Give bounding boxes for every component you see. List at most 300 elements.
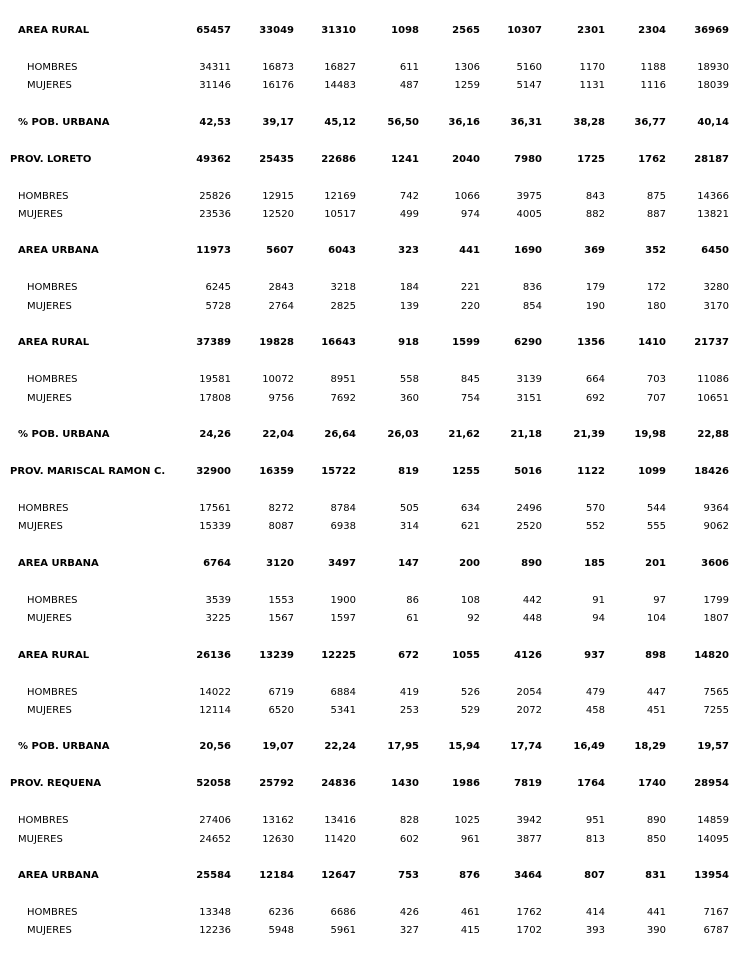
cell: 3280 [703, 282, 729, 293]
cell: 13416 [324, 815, 356, 826]
cell: 360 [399, 393, 419, 404]
cell: 8087 [268, 521, 294, 532]
cell: 414 [585, 907, 605, 918]
cell: 1553 [268, 595, 294, 606]
cell: 14483 [324, 80, 356, 91]
cell: 882 [585, 209, 605, 220]
cell: 220 [460, 301, 480, 312]
cell: 9756 [268, 393, 294, 404]
cell: 6290 [514, 337, 542, 348]
row-label: PROV. LORETO [10, 154, 92, 165]
row-label: MUJERES [18, 209, 63, 220]
cell: 1241 [391, 154, 419, 165]
cell: 3139 [516, 374, 542, 385]
cell: 14095 [697, 834, 729, 845]
cell: 11973 [196, 245, 231, 256]
cell: 40,14 [697, 117, 729, 128]
row-label: % POB. URBANA [18, 429, 110, 440]
cell: 24,26 [199, 429, 231, 440]
cell: 15339 [199, 521, 231, 532]
cell: 5160 [516, 62, 542, 73]
cell: 5147 [516, 80, 542, 91]
cell: 442 [522, 595, 542, 606]
cell: 555 [646, 521, 666, 532]
cell: 200 [459, 558, 480, 569]
table-row [0, 686, 732, 700]
cell: 5341 [330, 705, 356, 716]
row-label: MUJERES [27, 301, 72, 312]
cell: 6938 [330, 521, 356, 532]
cell: 7980 [514, 154, 542, 165]
cell: 1410 [638, 337, 666, 348]
cell: 56,50 [387, 117, 419, 128]
cell: 7167 [703, 907, 729, 918]
row-label: MUJERES [27, 613, 72, 624]
cell: 17,95 [387, 741, 419, 752]
cell: 10651 [697, 393, 729, 404]
cell: 7692 [330, 393, 356, 404]
cell: 19828 [259, 337, 294, 348]
cell: 819 [398, 466, 419, 477]
cell: 3975 [516, 191, 542, 202]
cell: 876 [459, 870, 480, 881]
cell: 17,74 [510, 741, 542, 752]
cell: 1430 [391, 778, 419, 789]
table-row [0, 61, 732, 75]
cell: 505 [399, 503, 419, 514]
cell: 937 [584, 650, 605, 661]
cell: 13821 [697, 209, 729, 220]
cell: 10307 [507, 25, 542, 36]
cell: 22,04 [262, 429, 294, 440]
cell: 28954 [694, 778, 729, 789]
cell: 94 [592, 613, 605, 624]
cell: 16,49 [573, 741, 605, 752]
cell: 1799 [703, 595, 729, 606]
cell: 92 [467, 613, 480, 624]
cell: 12114 [199, 705, 231, 716]
cell: 1740 [638, 778, 666, 789]
cell: 38,28 [573, 117, 605, 128]
cell: 415 [460, 925, 480, 936]
cell: 327 [399, 925, 419, 936]
cell: 5016 [514, 466, 542, 477]
cell: 16643 [321, 337, 356, 348]
row-label: % POB. URBANA [18, 741, 110, 752]
cell: 97 [653, 595, 666, 606]
table-row [0, 190, 732, 204]
cell: 3539 [205, 595, 231, 606]
cell: 12169 [324, 191, 356, 202]
row-label: HOMBRES [27, 907, 78, 918]
cell: 529 [460, 705, 480, 716]
cell: 1170 [579, 62, 605, 73]
cell: 3218 [330, 282, 356, 293]
cell: 831 [645, 870, 666, 881]
table-row [0, 814, 732, 828]
cell: 875 [646, 191, 666, 202]
cell: 890 [646, 815, 666, 826]
cell: 352 [645, 245, 666, 256]
cell: 974 [460, 209, 480, 220]
cell: 39,17 [262, 117, 294, 128]
cell: 1055 [452, 650, 480, 661]
cell: 672 [398, 650, 419, 661]
cell: 6245 [205, 282, 231, 293]
cell: 6520 [268, 705, 294, 716]
cell: 19,57 [697, 741, 729, 752]
table-row [0, 833, 732, 847]
cell: 31146 [199, 80, 231, 91]
cell: 1567 [268, 613, 294, 624]
cell: 3464 [514, 870, 542, 881]
table-row [0, 465, 732, 479]
row-label: % POB. URBANA [18, 117, 110, 128]
table-row [0, 777, 732, 791]
cell: 36,77 [634, 117, 666, 128]
cell: 1188 [640, 62, 666, 73]
cell: 201 [645, 558, 666, 569]
cell: 172 [646, 282, 666, 293]
cell: 487 [399, 80, 419, 91]
row-label: MUJERES [18, 521, 63, 532]
cell: 12647 [321, 870, 356, 881]
cell: 448 [522, 613, 542, 624]
row-label: HOMBRES [27, 282, 78, 293]
row-label: HOMBRES [18, 191, 69, 202]
cell: 1116 [640, 80, 666, 91]
table-row [0, 594, 732, 608]
cell: 52058 [196, 778, 231, 789]
cell: 24836 [321, 778, 356, 789]
table-row [0, 520, 732, 534]
cell: 828 [399, 815, 419, 826]
cell: 6450 [701, 245, 729, 256]
cell: 3497 [328, 558, 356, 569]
cell: 4005 [516, 209, 542, 220]
cell: 961 [460, 834, 480, 845]
table-row [0, 79, 732, 93]
cell: 393 [585, 925, 605, 936]
cell: 221 [460, 282, 480, 293]
cell: 570 [585, 503, 605, 514]
cell: 16873 [262, 62, 294, 73]
cell: 26,03 [387, 429, 419, 440]
cell: 21,62 [448, 429, 480, 440]
cell: 447 [646, 687, 666, 698]
cell: 692 [585, 393, 605, 404]
cell: 2520 [516, 521, 542, 532]
table-row [0, 649, 732, 663]
cell: 6787 [703, 925, 729, 936]
cell: 18,29 [634, 741, 666, 752]
row-label: MUJERES [27, 925, 72, 936]
cell: 5961 [330, 925, 356, 936]
cell: 36,16 [448, 117, 480, 128]
cell: 3151 [516, 393, 542, 404]
table-row [0, 906, 732, 920]
cell: 558 [399, 374, 419, 385]
cell: 1986 [452, 778, 480, 789]
cell: 807 [584, 870, 605, 881]
cell: 5948 [268, 925, 294, 936]
row-label: AREA RURAL [18, 337, 90, 348]
cell: 8951 [330, 374, 356, 385]
table-row [0, 244, 732, 258]
cell: 3170 [703, 301, 729, 312]
cell: 1131 [579, 80, 605, 91]
cell: 441 [646, 907, 666, 918]
cell: 8784 [330, 503, 356, 514]
cell: 499 [399, 209, 419, 220]
cell: 526 [460, 687, 480, 698]
row-label: HOMBRES [18, 815, 69, 826]
cell: 323 [398, 245, 419, 256]
cell: 9364 [703, 503, 729, 514]
cell: 703 [646, 374, 666, 385]
cell: 314 [399, 521, 419, 532]
cell: 14022 [199, 687, 231, 698]
cell: 1690 [514, 245, 542, 256]
table-row [0, 208, 732, 222]
cell: 2825 [330, 301, 356, 312]
cell: 369 [584, 245, 605, 256]
cell: 479 [585, 687, 605, 698]
cell: 185 [584, 558, 605, 569]
cell: 1900 [330, 595, 356, 606]
cell: 36,31 [510, 117, 542, 128]
cell: 27406 [199, 815, 231, 826]
row-label: HOMBRES [18, 503, 69, 514]
row-label: AREA RURAL [18, 650, 90, 661]
cell: 552 [585, 521, 605, 532]
cell: 7819 [514, 778, 542, 789]
cell: 18039 [697, 80, 729, 91]
cell: 2496 [516, 503, 542, 514]
cell: 845 [460, 374, 480, 385]
cell: 1807 [703, 613, 729, 624]
cell: 25792 [259, 778, 294, 789]
row-label: HOMBRES [27, 62, 78, 73]
cell: 15,94 [448, 741, 480, 752]
cell: 918 [398, 337, 419, 348]
table-row [0, 704, 732, 718]
row-label: MUJERES [27, 705, 72, 716]
cell: 854 [522, 301, 542, 312]
cell: 108 [460, 595, 480, 606]
row-label: AREA URBANA [18, 870, 99, 881]
cell: 65457 [196, 25, 231, 36]
cell: 2304 [638, 25, 666, 36]
cell: 742 [399, 191, 419, 202]
cell: 12520 [262, 209, 294, 220]
cell: 451 [646, 705, 666, 716]
cell: 10072 [262, 374, 294, 385]
cell: 850 [646, 834, 666, 845]
cell: 2072 [516, 705, 542, 716]
cell: 25584 [196, 870, 231, 881]
cell: 13162 [262, 815, 294, 826]
cell: 21,39 [573, 429, 605, 440]
cell: 6884 [330, 687, 356, 698]
cell: 2054 [516, 687, 542, 698]
cell: 898 [645, 650, 666, 661]
cell: 18930 [697, 62, 729, 73]
cell: 602 [399, 834, 419, 845]
cell: 22,24 [324, 741, 356, 752]
table-row [0, 428, 732, 442]
table-row [0, 153, 732, 167]
cell: 16827 [324, 62, 356, 73]
cell: 11420 [324, 834, 356, 845]
cell: 6764 [203, 558, 231, 569]
cell: 31310 [321, 25, 356, 36]
cell: 6043 [328, 245, 356, 256]
cell: 32900 [196, 466, 231, 477]
cell: 1356 [577, 337, 605, 348]
row-label: MUJERES [18, 834, 63, 845]
table-row [0, 116, 732, 130]
cell: 16176 [262, 80, 294, 91]
cell: 19581 [199, 374, 231, 385]
cell: 28187 [694, 154, 729, 165]
cell: 2565 [452, 25, 480, 36]
cell: 17808 [199, 393, 231, 404]
cell: 458 [585, 705, 605, 716]
cell: 190 [585, 301, 605, 312]
cell: 461 [460, 907, 480, 918]
cell: 1025 [454, 815, 480, 826]
cell: 390 [646, 925, 666, 936]
table-row [0, 373, 732, 387]
cell: 6686 [330, 907, 356, 918]
table-row [0, 281, 732, 295]
cell: 17561 [199, 503, 231, 514]
cell: 890 [521, 558, 542, 569]
cell: 2040 [452, 154, 480, 165]
cell: 3225 [205, 613, 231, 624]
cell: 14366 [697, 191, 729, 202]
row-label: HOMBRES [27, 374, 78, 385]
row-label: AREA URBANA [18, 245, 99, 256]
cell: 1702 [516, 925, 542, 936]
cell: 91 [592, 595, 605, 606]
row-label: AREA RURAL [18, 25, 90, 36]
row-label: HOMBRES [27, 687, 78, 698]
cell: 22686 [321, 154, 356, 165]
cell: 16359 [259, 466, 294, 477]
table-row [0, 24, 732, 38]
cell: 22,88 [697, 429, 729, 440]
cell: 179 [585, 282, 605, 293]
cell: 147 [398, 558, 419, 569]
cell: 184 [399, 282, 419, 293]
table-row [0, 300, 732, 314]
cell: 104 [646, 613, 666, 624]
cell: 2843 [268, 282, 294, 293]
cell: 611 [399, 62, 419, 73]
cell: 1255 [452, 466, 480, 477]
cell: 20,56 [199, 741, 231, 752]
table-row [0, 612, 732, 626]
cell: 61 [406, 613, 419, 624]
cell: 42,53 [199, 117, 231, 128]
cell: 37389 [196, 337, 231, 348]
cell: 7255 [703, 705, 729, 716]
cell: 3942 [516, 815, 542, 826]
cell: 441 [459, 245, 480, 256]
cell: 6236 [268, 907, 294, 918]
cell: 36969 [694, 25, 729, 36]
cell: 25826 [199, 191, 231, 202]
cell: 634 [460, 503, 480, 514]
cell: 2764 [268, 301, 294, 312]
row-label: HOMBRES [27, 595, 78, 606]
cell: 23536 [199, 209, 231, 220]
cell: 1259 [454, 80, 480, 91]
cell: 1306 [454, 62, 480, 73]
cell: 12630 [262, 834, 294, 845]
table-row [0, 924, 732, 938]
cell: 13239 [259, 650, 294, 661]
row-label: PROV. REQUENA [10, 778, 102, 789]
cell: 753 [398, 870, 419, 881]
cell: 8272 [268, 503, 294, 514]
cell: 6719 [268, 687, 294, 698]
cell: 1099 [638, 466, 666, 477]
cell: 1599 [452, 337, 480, 348]
cell: 13954 [694, 870, 729, 881]
cell: 25435 [259, 154, 294, 165]
cell: 11086 [697, 374, 729, 385]
cell: 754 [460, 393, 480, 404]
row-label: AREA URBANA [18, 558, 99, 569]
cell: 45,12 [324, 117, 356, 128]
cell: 12225 [321, 650, 356, 661]
cell: 12236 [199, 925, 231, 936]
cell: 5728 [205, 301, 231, 312]
cell: 24652 [199, 834, 231, 845]
cell: 5607 [266, 245, 294, 256]
cell: 253 [399, 705, 419, 716]
cell: 1098 [391, 25, 419, 36]
cell: 1764 [577, 778, 605, 789]
table-row [0, 336, 732, 350]
cell: 1122 [577, 466, 605, 477]
cell: 707 [646, 393, 666, 404]
cell: 4126 [514, 650, 542, 661]
cell: 419 [399, 687, 419, 698]
cell: 3120 [266, 558, 294, 569]
cell: 33049 [259, 25, 294, 36]
cell: 544 [646, 503, 666, 514]
cell: 180 [646, 301, 666, 312]
cell: 10517 [324, 209, 356, 220]
cell: 19,07 [262, 741, 294, 752]
cell: 1762 [638, 154, 666, 165]
cell: 49362 [196, 154, 231, 165]
table-row [0, 740, 732, 754]
row-label: MUJERES [27, 80, 72, 91]
cell: 21737 [694, 337, 729, 348]
cell: 21,18 [510, 429, 542, 440]
cell: 1597 [330, 613, 356, 624]
cell: 621 [460, 521, 480, 532]
table-row [0, 502, 732, 516]
cell: 34311 [199, 62, 231, 73]
cell: 836 [522, 282, 542, 293]
table-row [0, 392, 732, 406]
